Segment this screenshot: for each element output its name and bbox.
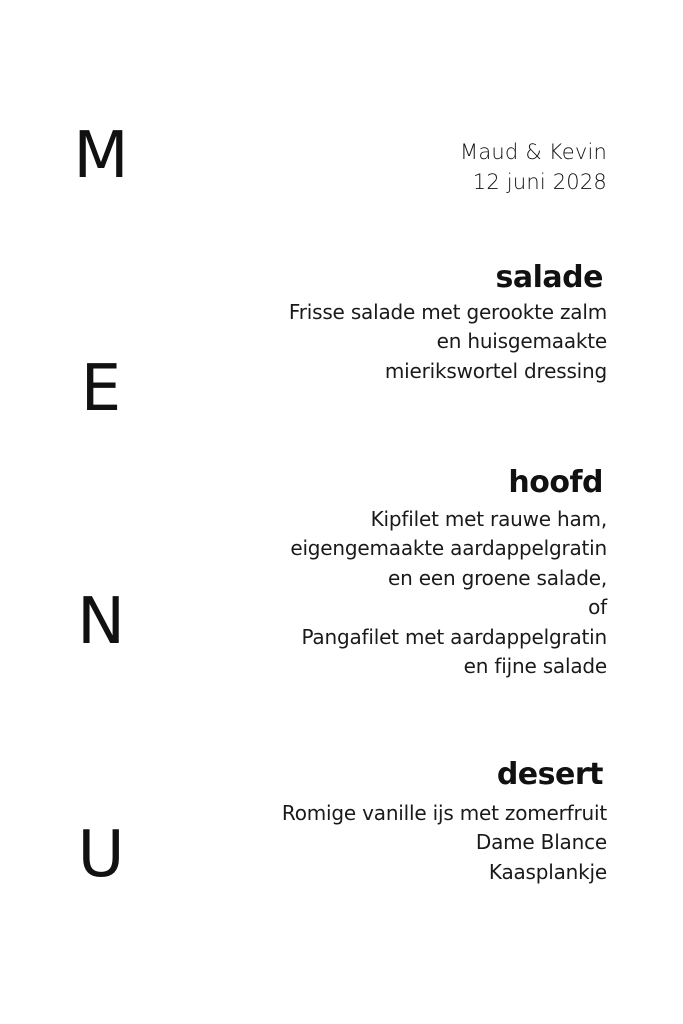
course-line: en fijne salade xyxy=(463,654,607,679)
couple-block xyxy=(460,137,607,197)
course-line: of xyxy=(588,595,607,620)
course-line: Romige vanille ijs met zomerfruit xyxy=(281,801,607,825)
course-description-desert xyxy=(282,799,607,887)
course-line: Kipfilet met rauwe ham, xyxy=(370,507,607,531)
couple-names: Maud & Kevin xyxy=(460,140,607,164)
menu-letter-u: U xyxy=(77,818,125,892)
course-description-salade xyxy=(289,298,607,386)
course-line: en een groene salade, xyxy=(388,565,607,590)
menu-letter-e: E xyxy=(80,352,122,426)
course-line: Pangafilet met aardappelgratin xyxy=(301,624,607,649)
course-title-hoofd: hoofd xyxy=(508,465,603,500)
course-line: eigengemaakte aardappelgratin xyxy=(290,536,607,561)
menu-letter-n: N xyxy=(77,585,125,659)
course-title-desert: desert xyxy=(496,757,603,792)
course-line: mierikswortel dressing xyxy=(384,358,607,383)
course-description-hoofd xyxy=(290,505,607,681)
course-line: en huisgemaakte xyxy=(436,329,607,354)
course-line: Dame Blance xyxy=(475,830,607,855)
menu-letter-m: M xyxy=(73,119,129,193)
course-line: Kaasplankje xyxy=(488,859,607,884)
event-date: 12 juni 2028 xyxy=(472,170,607,194)
course-title-salade: salade xyxy=(495,260,603,295)
course-line: Frisse salade met gerookte zalm xyxy=(288,300,607,324)
